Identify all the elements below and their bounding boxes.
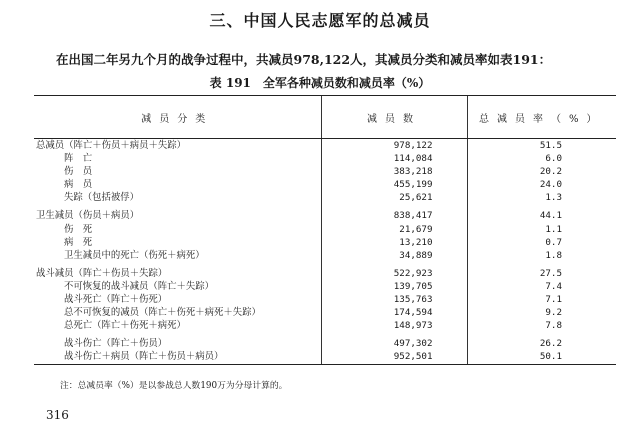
row-count: 522,923 (321, 267, 467, 280)
table-caption: 表 191 全军各种减员数和减员率（%） (209, 76, 431, 90)
table-header-row (34, 96, 616, 139)
table-row (34, 236, 616, 249)
row-rate: 1.8 (467, 249, 616, 262)
row-rate: 50.1 (467, 350, 616, 364)
row-label: 卫生减员中的死亡（伤死＋病死） (64, 249, 205, 261)
row-label: 战斗伤亡＋病员（阵亡＋伤员＋病员） (34, 350, 321, 364)
row-count: 383,218 (321, 165, 467, 178)
intro-paragraph: 在出国二年另九个月的战争过程中，共减员978,122人，其减员分类和减员率如表191： (56, 52, 552, 67)
table-row (34, 319, 616, 332)
table-row (34, 306, 616, 319)
table-row (34, 350, 616, 364)
row-label: 病 死 (64, 236, 93, 248)
row-label: 伤 员 (64, 166, 93, 178)
header-rate: 总减员率（%） (467, 96, 616, 139)
table-row (34, 249, 616, 262)
row-count: 978,122 (321, 139, 467, 153)
casualty-table (34, 95, 616, 365)
row-count: 139,705 (321, 280, 467, 293)
row-label: 病 员 (64, 179, 93, 191)
footnote: 注：总减员率（%）是以参战总人数190万为分母计算的。 (60, 381, 288, 391)
table-row (34, 337, 616, 350)
row-rate: 20.2 (467, 165, 616, 178)
table-row (34, 209, 616, 222)
row-count: 114,084 (321, 152, 467, 165)
row-count: 174,594 (321, 306, 467, 319)
row-rate: 9.2 (467, 306, 616, 319)
row-rate: 6.0 (467, 152, 616, 165)
table-body (34, 139, 616, 365)
row-count: 25,621 (321, 191, 467, 204)
row-label: 总减员（阵亡＋伤员＋病员＋失踪） (34, 139, 321, 153)
row-rate: 1.1 (467, 223, 616, 236)
row-label: 战斗减员（阵亡＋伤员＋失踪） (36, 267, 168, 279)
table-row (34, 267, 616, 280)
row-label: 不可恢复的战斗减员（阵亡＋失踪） (64, 280, 215, 292)
table-row (34, 152, 616, 165)
header-category: 减员分类 (34, 96, 321, 139)
row-count: 497,302 (321, 337, 467, 350)
table-row (34, 280, 616, 293)
row-label: 卫生减员（伤员＋病员） (36, 210, 140, 222)
table-row (34, 139, 616, 153)
table-row (34, 165, 616, 178)
row-rate: 7.4 (467, 280, 616, 293)
row-label: 总死亡（阵亡＋伤死＋病死） (64, 320, 186, 332)
row-count: 13,210 (321, 236, 467, 249)
row-count: 952,501 (321, 350, 467, 364)
row-count: 148,973 (321, 319, 467, 332)
table-row (34, 191, 616, 204)
row-label: 战斗死亡（阵亡＋伤死） (64, 294, 168, 306)
row-count: 21,679 (321, 223, 467, 236)
row-rate: 24.0 (467, 178, 616, 191)
row-rate: 7.1 (467, 293, 616, 306)
row-count: 838,417 (321, 209, 467, 222)
row-rate: 51.5 (467, 139, 616, 153)
section-heading: 三、中国人民志愿军的总减员 (209, 11, 431, 30)
row-label: 失踪（包括被俘） (64, 192, 140, 204)
row-label: 总不可恢复的减员（阵亡＋伤死＋病死＋失踪） (64, 307, 261, 319)
table-row (34, 223, 616, 236)
row-rate: 27.5 (467, 267, 616, 280)
header-count: 减员数 (321, 96, 467, 139)
table-row (34, 293, 616, 306)
row-count: 34,889 (321, 249, 467, 262)
row-label: 阵 亡 (64, 153, 93, 165)
row-label: 战斗伤亡（阵亡＋伤员） (64, 338, 168, 350)
row-rate: 7.8 (467, 319, 616, 332)
row-rate: 26.2 (467, 337, 616, 350)
table-row (34, 178, 616, 191)
row-rate: 44.1 (467, 209, 616, 222)
row-label: 伤 死 (64, 223, 93, 235)
page-number: 316 (46, 408, 69, 422)
row-count: 135,763 (321, 293, 467, 306)
row-rate: 1.3 (467, 191, 616, 204)
row-count: 455,199 (321, 178, 467, 191)
row-rate: 0.7 (467, 236, 616, 249)
